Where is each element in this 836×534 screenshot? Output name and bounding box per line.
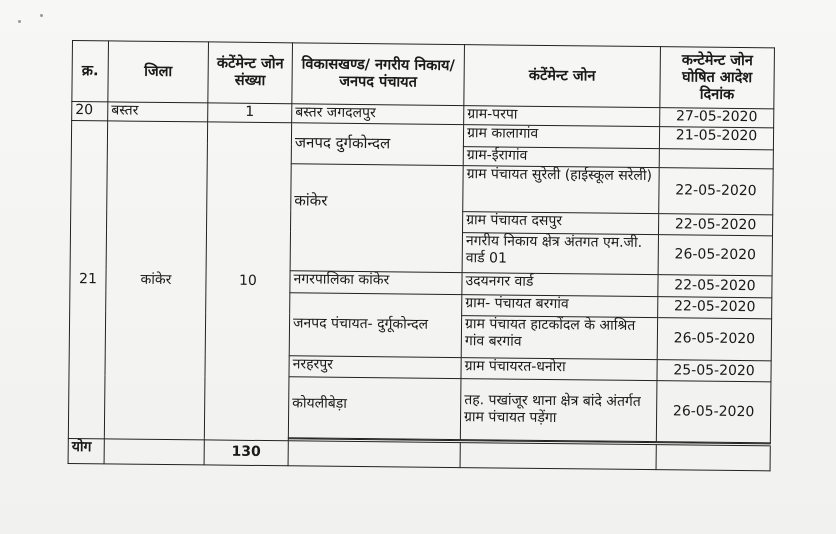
row21-block4: जनपद पंचायत- दुर्गूकोन्दल [289, 292, 462, 357]
row21-zone6: उदयनगर वार्ड [462, 273, 658, 296]
total-empty [288, 440, 460, 467]
row21-zone5: नगरीय निकाय क्षेत्र अंतगत एम.जी. वार्ड 01 [462, 233, 658, 275]
row21-date9: 25-05-2020 [657, 360, 771, 382]
header-serial: क्र. [72, 41, 109, 103]
row20-block: बस्तर जगदलपुर [292, 104, 464, 125]
row21-date8: 26-05-2020 [657, 317, 771, 360]
header-block: विकासखण्ड/ नगरीय निकाय/ जनपद पंचायत [292, 43, 465, 106]
row21-block3: नगरपालिका कांकेर [290, 271, 462, 294]
row21-count: 10 [204, 122, 291, 440]
row21-date6: 22-05-2020 [658, 275, 772, 297]
row21-date5: 26-05-2020 [658, 235, 772, 276]
row20-serial: 20 [72, 102, 108, 121]
header-row [72, 41, 775, 110]
row21-block6: कोयलीबेड़ा [288, 377, 461, 440]
row21-zone9: ग्राम पंचायरत-धनोरा [461, 358, 657, 381]
header-date: कन्टेमेन्ट जोन घोषित आदेश दिनांक [660, 47, 775, 110]
row21-date4: 22-05-2020 [658, 214, 772, 236]
row20-district: बस्तर [108, 102, 208, 122]
row21-zone1: ग्राम कालागांव [463, 125, 659, 148]
containment-zone-table [68, 40, 775, 471]
total-count: 130 [204, 439, 288, 465]
total-empty [656, 444, 770, 471]
header-zone: कंटेंमेन्ट जोन [464, 45, 661, 108]
total-empty [460, 442, 656, 470]
row21-date7: 22-05-2020 [658, 296, 772, 318]
total-label: योग [68, 438, 104, 464]
header-zone-count: कंटेंमेन्ट जोन संख्या [208, 42, 293, 104]
row21-block1: जनपद दुर्गकोन्दल [291, 123, 463, 165]
header-district: जिला [108, 41, 209, 103]
row21-date3: 22-05-2020 [659, 167, 773, 215]
row21-serial: 21 [68, 121, 107, 439]
row20-zone: ग्राम-परपा [464, 106, 660, 127]
scan-speck [40, 14, 43, 17]
row21-zone4: ग्राम पंचायत दसपुर [463, 212, 659, 235]
row21-zone10: तह. पखांजूर थाना क्षेत्र बांदे अंतर्गत ग्राम पंचायत पड़ेंगा [460, 379, 657, 442]
row21-block2: कांकेर [290, 163, 463, 273]
row21-date10: 26-05-2020 [656, 381, 771, 444]
row21-zone3: ग्राम पंचायत सुरेली (हाईस्कूल सरेली) [463, 165, 659, 214]
row21-zone2: ग्राम-ईरागांव [463, 146, 659, 167]
scan-speck [18, 20, 21, 23]
row21-date2-empty [659, 148, 773, 168]
row21-date1: 21-05-2020 [659, 127, 773, 149]
row21-district: कांकेर [104, 121, 207, 439]
row21-zone7: ग्राम- पंचायत बरगांव [462, 294, 658, 317]
row20-count: 1 [208, 103, 292, 123]
row21-block5: नरहरपुर [289, 356, 461, 379]
row21-zone8: ग्राम पंचायत हाटकोंदल के आश्रित गांव बरगांव [461, 315, 657, 359]
total-empty [104, 438, 204, 465]
row20-date: 27-05-2020 [660, 108, 774, 128]
